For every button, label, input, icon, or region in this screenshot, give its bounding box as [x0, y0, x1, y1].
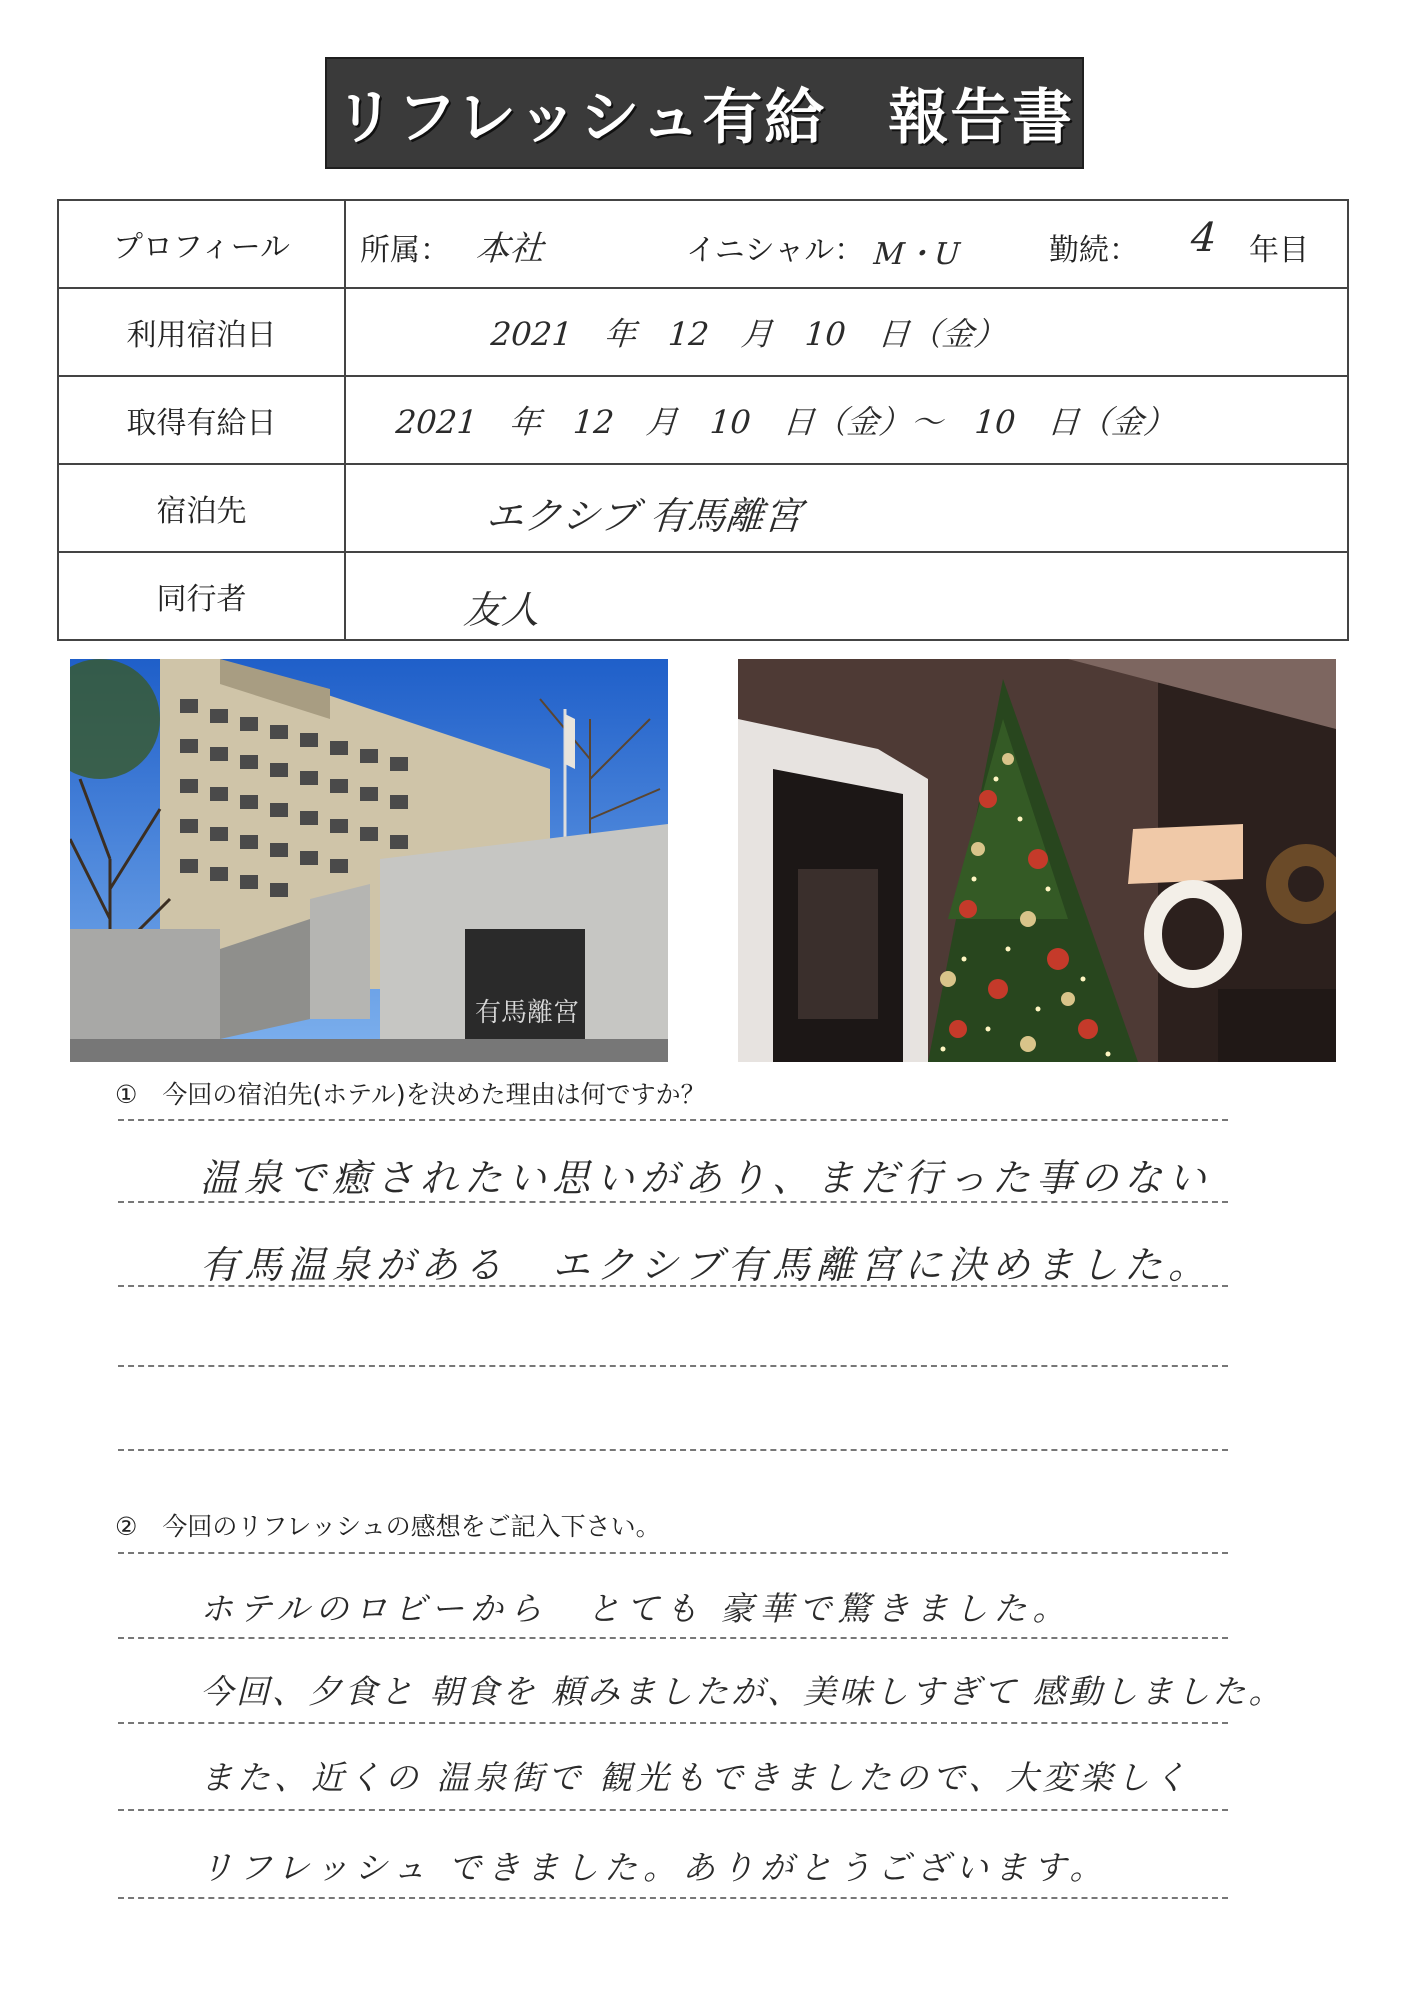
destination-row [58, 464, 1348, 552]
profile-label: プロフィール [58, 200, 345, 288]
profile-table [57, 199, 1349, 641]
profile-row [58, 200, 1348, 288]
dept-value: 本社 [474, 229, 546, 269]
answer-line [118, 1722, 1228, 1724]
tenure-label: 年目 [1249, 233, 1309, 268]
hotel-exterior-photo [70, 659, 668, 1062]
answer-line [118, 1201, 1228, 1203]
question-1: ① 今回の宿泊先(ホテル)を決めた理由は何ですか？ [115, 1080, 706, 1109]
destination-label: 宿泊先 [58, 464, 345, 552]
answer-line [118, 1285, 1228, 1287]
answer-line [118, 1637, 1228, 1639]
companion-row [58, 552, 1348, 640]
answer-1-line-2: 有馬温泉がある エクシブ有馬離宮に決めました。 [200, 1243, 1213, 1287]
lobby-christmas-tree-photo [738, 659, 1336, 1062]
companion-label: 同行者 [58, 552, 345, 640]
answer-line [118, 1809, 1228, 1811]
tenure-prefix: 勤続： [1049, 233, 1139, 268]
leave-date-cell [345, 376, 1348, 464]
answer-line [118, 1365, 1228, 1367]
answer-2-line-1: ホテルのロビーから とても 豪華で驚きました。 [200, 1589, 1072, 1628]
answer-1-line-1: 温泉で癒されたい思いがあり、まだ行った事のない [200, 1156, 1213, 1200]
destination-cell [345, 464, 1348, 552]
hotel-sign-text: 有馬離宮 [475, 998, 580, 1028]
tenure-value: 4 [1189, 215, 1219, 261]
stay-date-value: 2021 年 12 月 10 日（金） [489, 315, 1008, 353]
initial-label: イニシャル： [686, 233, 865, 268]
stay-date-cell [345, 288, 1348, 376]
answer-line [118, 1449, 1228, 1451]
companion-cell [345, 552, 1348, 640]
answer-2-line-2: 今回、夕食と 朝食を 頼みましたが、美味しすぎて 感動しました。 [200, 1672, 1285, 1711]
leave-date-label: 取得有給日 [58, 376, 345, 464]
stay-date-label: 利用宿泊日 [58, 288, 345, 376]
answer-line [118, 1119, 1228, 1121]
companion-value: 友人 [462, 588, 542, 632]
leave-date-value: 2021 年 12 月 10 日（金）〜 10 日（金） [394, 403, 1177, 441]
answer-2-line-4: リフレッシュ できました。ありがとうございます。 [200, 1848, 1109, 1887]
answer-line [118, 1897, 1228, 1899]
question-2: ② 今回のリフレッシュの感想をご記入下さい。 [115, 1512, 661, 1541]
answer-line [118, 1552, 1228, 1554]
destination-value: エクシブ 有馬離宮 [484, 494, 804, 538]
leave-date-row [58, 376, 1348, 464]
dept-label: 所属： [360, 233, 450, 268]
answer-2-line-3: また、近くの 温泉街で 観光もできましたので、大変楽しく [200, 1758, 1191, 1797]
initial-value: M・U [872, 237, 961, 272]
report-title: リフレッシュ有給 報告書 [334, 83, 1075, 153]
stay-date-row [58, 288, 1348, 376]
profile-value-cell [345, 200, 1348, 288]
report-title-banner [325, 57, 1084, 169]
